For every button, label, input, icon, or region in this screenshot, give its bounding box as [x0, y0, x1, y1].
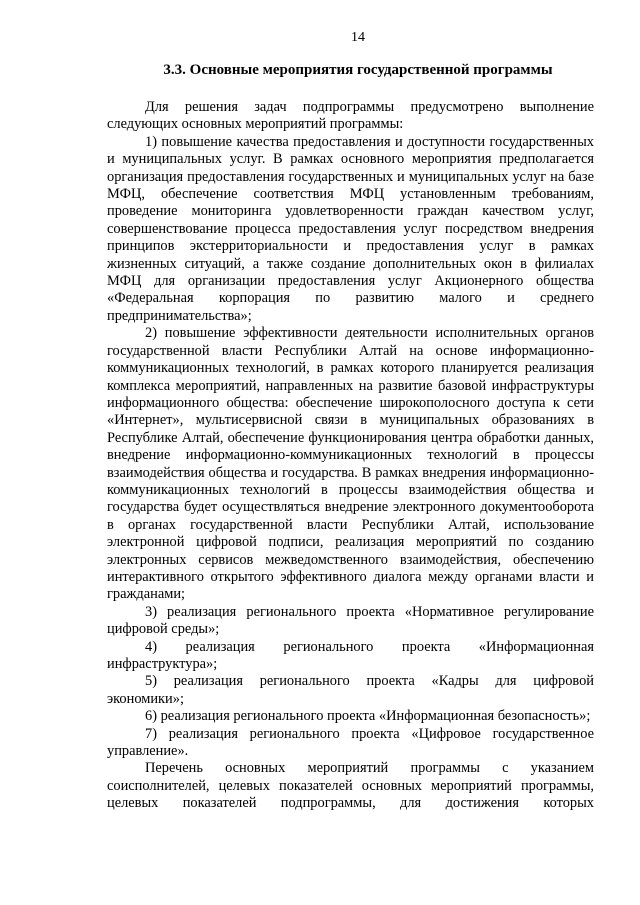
paragraph-item-3: 3) реализация регионального проекта «Нормативное регулирование цифровой среды»;	[107, 603, 594, 638]
paragraph-item-7: 7) реализация регионального проекта «Цифровое государственное управление».	[107, 725, 594, 760]
paragraph-item-6: 6) реализация регионального проекта «Информационная безопасность»;	[145, 708, 591, 725]
section-heading: 3.3. Основные мероприятия государственной программы	[163, 62, 553, 78]
paragraph-item-1: 1) повышение качества предоставления и доступности государственных и муниципальных услуг. В рамках основного мероприятия предполагается организация предоставления государственных и муниципальных услуг на базе МФЦ, обеспечение соответствия МФЦ установленным требованиям, проведение мониторинга удовлетворенности граждан качеством услуг, совершенствование процесса предоставления услуг посредством внедрения принципов экстерриториальности и предоставления услуг в рамках жизненных ситуаций, а также создание дополнительных окон в филиалах МФЦ для организации предоставления услуг Акционерного общества «Федеральная корпорация по развитию малого и среднего предпринимательства»;	[107, 133, 594, 324]
paragraph-item-5: 5) реализация регионального проекта «Кадры для цифровой экономики»;	[107, 673, 594, 707]
page-number: 14	[351, 30, 365, 45]
paragraph-item-2: 2) повышение эффективности деятельности исполнительных органов государственной власти Республики Алтай на основе информационно-коммуникационных технологий, в рамках которого планируется реализация комплекса мероприятий, направленных на развитие базовой инфраструктуры информационного общества: обеспечение широкополосного доступа к сети «Интернет», мультисервисной связи в муниципальных образованиях в Республике Алтай, обеспечение функционирования центра обработки данных, внедрение информационно-коммуникационных технологий в процессы взаимодействия общества и государства. В рамках внедрения информационно-коммуникационных технологий в процессы взаимодействия общества и государства будет осуществляться внедрение электронного документооборота в органах государственной власти Республики Алтай, использование электронной цифровой подписи, реализация мероприятий по созданию электронных сервисов межведомственного взаимодействия, обеспечению интерактивного открытого эффективного диалога между органами власти и гражданами;	[107, 325, 594, 603]
body-text	[107, 99, 594, 813]
paragraph-list-intro: Перечень основных мероприятий программы с указанием соисполнителей, целевых показателей основных мероприятий программы, целевых показателей подпрограммы, для достижения которых	[107, 760, 594, 812]
paragraph-intro: Для решения задач подпрограммы предусмотрено выполнение следующих основных мероприятий программы:	[107, 99, 594, 133]
paragraph-item-4: 4) реализация регионального проекта «Информационная инфраструктура»;	[107, 638, 594, 672]
